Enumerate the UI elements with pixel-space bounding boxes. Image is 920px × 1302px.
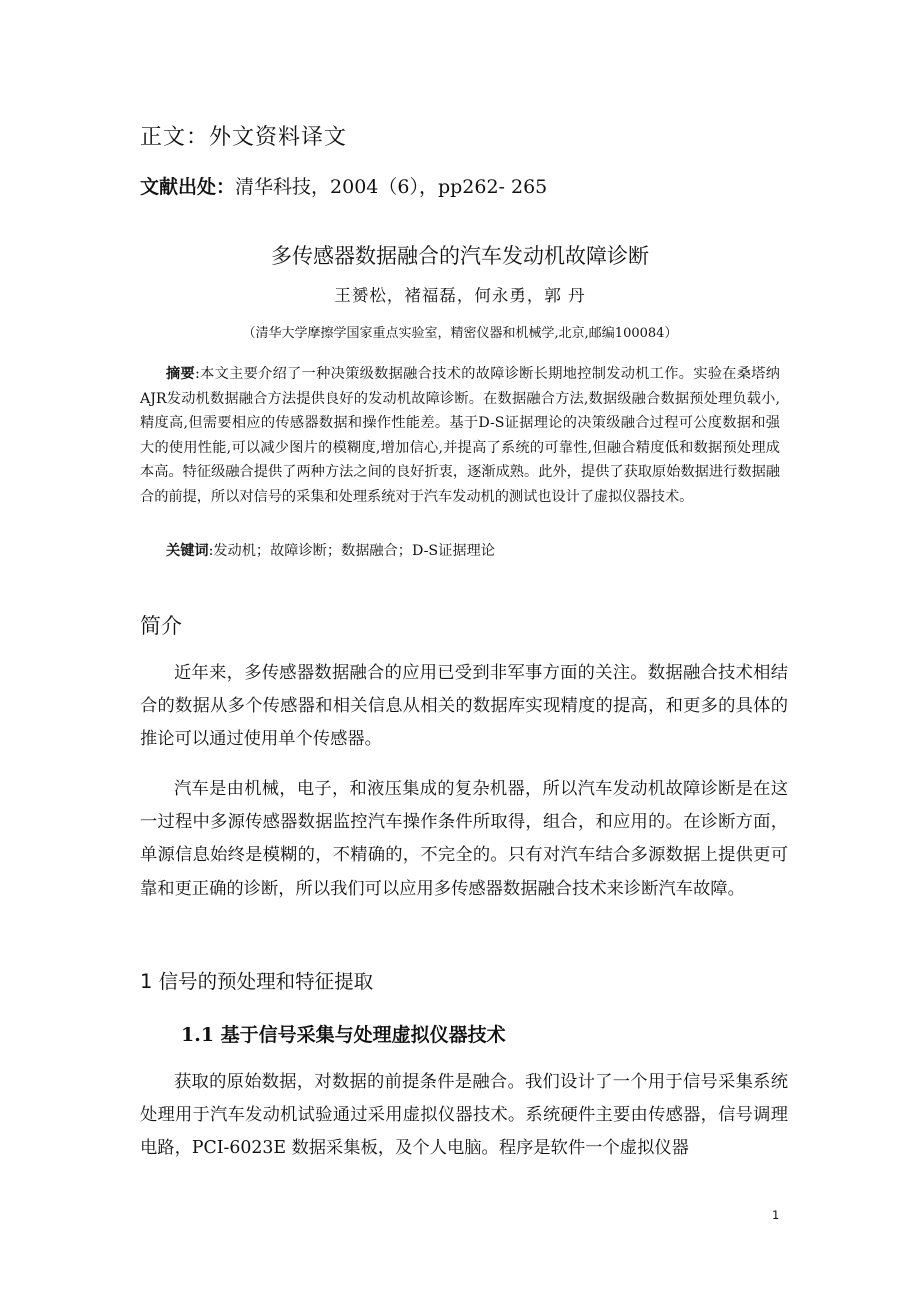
keywords-label: 关键词 (166, 543, 209, 559)
abstract-text: :本文主要介绍了一种决策级数据融合技术的故障诊断长期地控制发动机工作。实验在桑塔纳AJR发动机数据融合方法提供良好的发动机故障诊断。在数据融合方法,数据级融合数据预处理负载小,精度高,但需要相应的传感器数据和操作性能差。基于D-S证据理论的决策级融合过程可公度数据和强大的使用性能,可以减少图片的模糊度,增加信心,并提高了系统的可靠性,但融合精度低和数据预处理成本高。特征级融合提供了两种方法之间的良好折衷，逐渐成熟。此外，提供了获取原始数据进行数据融合的前提，所以对信号的采集和处理系统对于汽车发动机的测试也设计了虚拟仪器技术。 (140, 366, 780, 505)
paper-affiliation: （清华大学摩擦学国家重点实验室，精密仪器和机械学,北京,邮编100084） (242, 326, 678, 341)
intro-heading: 简介 (140, 614, 182, 638)
section-1-1-paragraph: 获取的原始数据，对数据的前提条件是融合。我们设计了一个用于信号采集系统处理用于汽车发动机试验通过采用虚拟仪器技术。系统硬件主要由传感器，信号调理电路，PCI-6023E 数据采集板，及个人电脑。程序是软件一个虚拟仪器 (140, 1072, 788, 1159)
paper-authors: 王赟松，褚福磊，何永勇，郭 丹 (334, 286, 586, 305)
keywords (166, 540, 495, 560)
source-label: 文献出处： (140, 176, 236, 198)
page-number: 1 (772, 1208, 780, 1222)
keywords-text: :发动机；故障诊断；数据融合；D-S证据理论 (208, 543, 495, 559)
abstract-label: 摘要 (166, 366, 196, 382)
intro-paragraph-2: 汽车是由机械，电子，和液压集成的复杂机器，所以汽车发动机故障诊断是在这一过程中多源传感器数据监控汽车操作条件所取得，组合，和应用的。在诊断方面，单源信息始终是模糊的，不精确的，不完全的。只有对汽车结合多源数据上提供更可靠和更正确的诊断，所以我们可以应用多传感器数据融合技术来诊断汽车故障。 (140, 779, 788, 899)
paper-title: 多传感器数据融合的汽车发动机故障诊断 (271, 244, 649, 268)
section-1-heading: 1 信号的预处理和特征提取 (140, 970, 374, 993)
source-value: 清华科技，2004（6），pp262- 265 (235, 176, 548, 198)
source-line (140, 172, 547, 199)
section-1-1-heading: 1.1 基于信号采集与处理虚拟仪器技术 (181, 1024, 506, 1046)
intro-paragraph-1: 近年来，多传感器数据融合的应用已受到非军事方面的关注。数据融合技术相结合的数据从多个传感器和相关信息从相关的数据库实现精度的提高，和更多的具体的推论可以通过使用单个传感器。 (140, 663, 788, 750)
document-main-heading: 正文：外文资料译文 (140, 125, 348, 150)
abstract (140, 362, 780, 509)
